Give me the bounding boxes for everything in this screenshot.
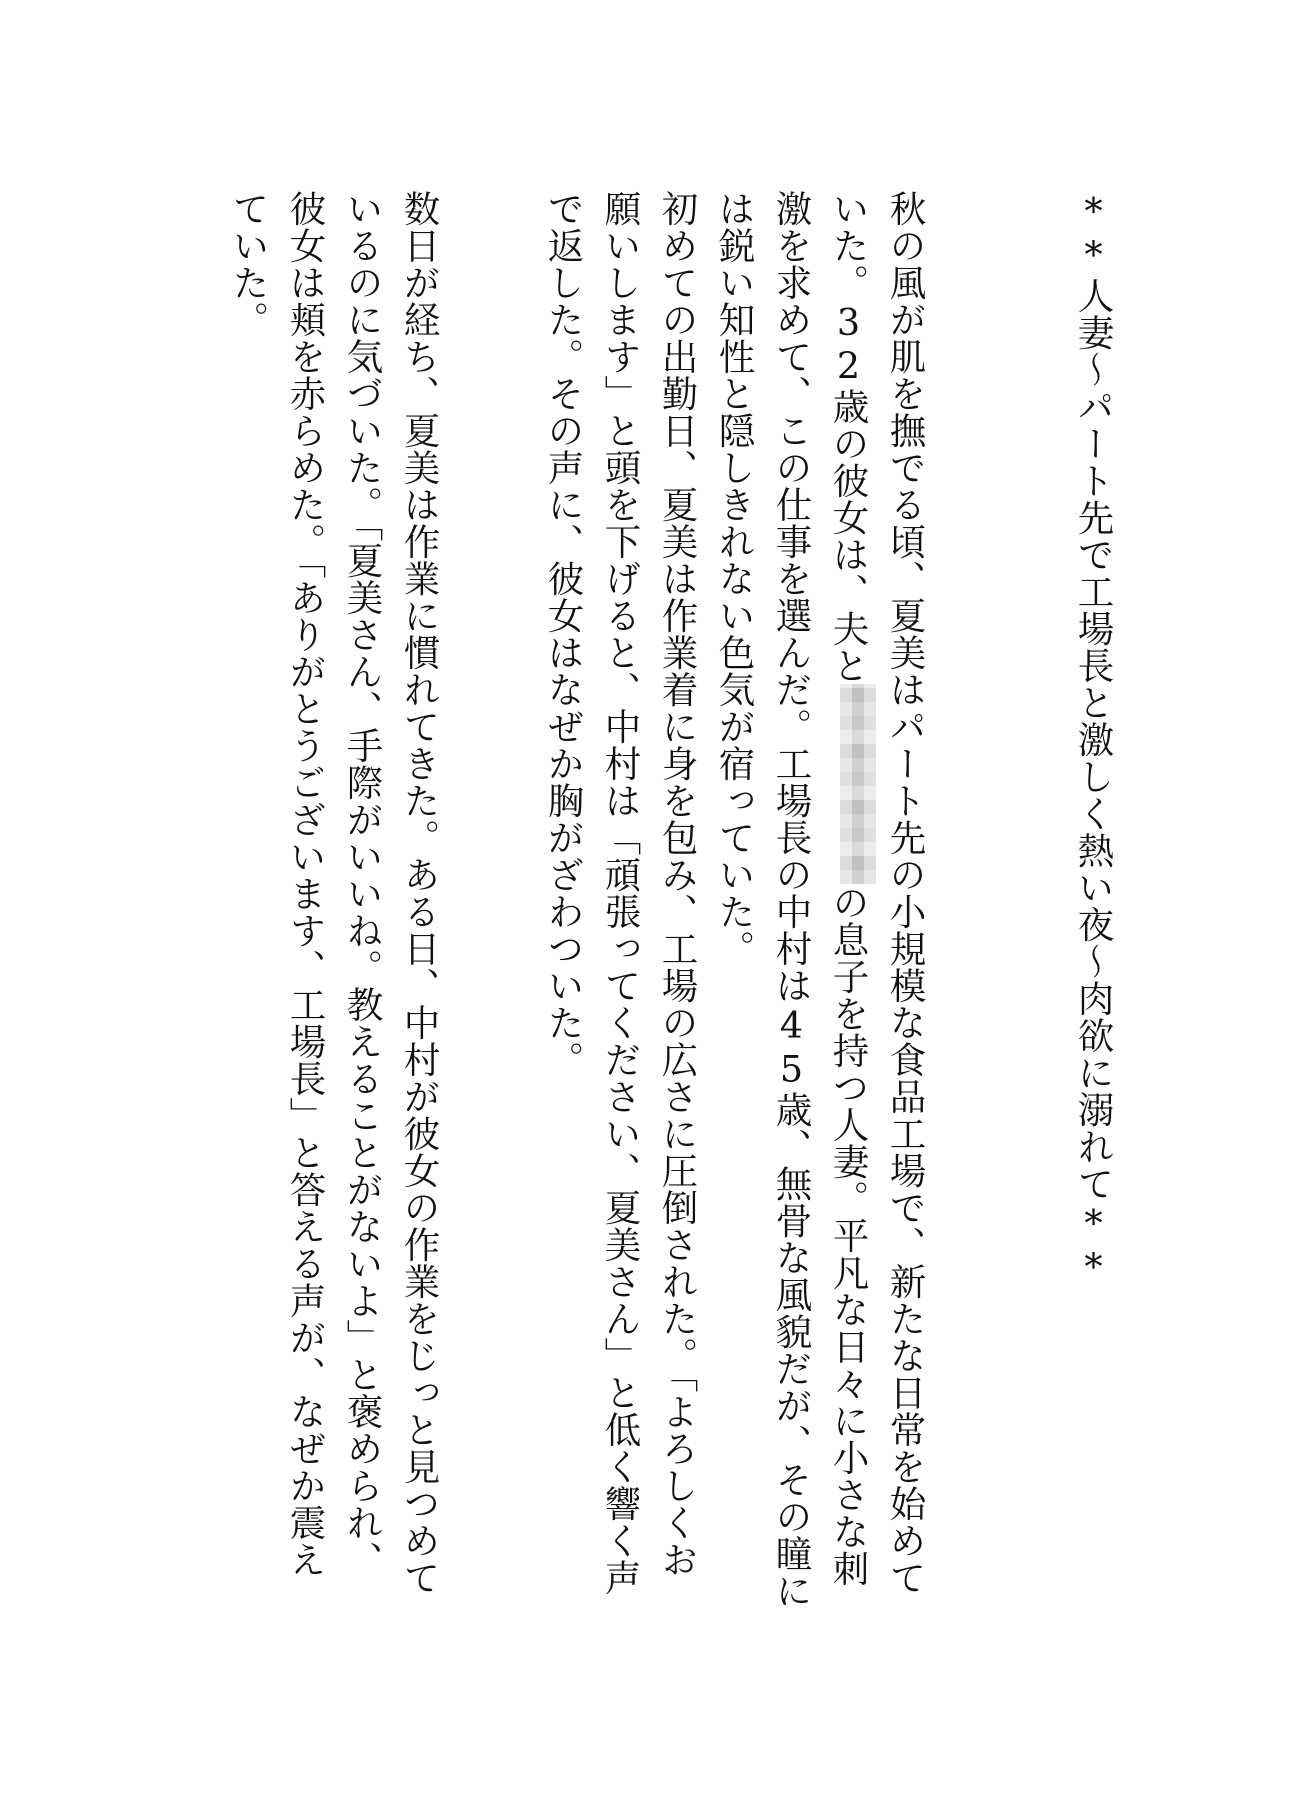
paragraph-2: 初めての出勤日、夏美は作業着に身を包み、工場の広さに圧倒された。「よろしくお願いします」と頭を下げると、中村は「頑張ってください、夏美さん」と低く響く声で返した。その声に、彼女はなぜか胸がざわついた。 <box>542 190 699 1596</box>
paragraph-1 <box>712 190 934 1610</box>
paragraph-3: 数日が経ち、夏美は作業に慣れてきた。ある日、中村が彼女の作業をじっと見つめているのに気づいた。「夏美さん、手際がいいね。教えることがないよ」と褒められ、彼女は頬を赤らめた。「ありがとうございます、工場長」と答える声が、なぜか震えていた。 <box>227 190 441 1596</box>
paragraph-1-text-start: 秋の風が肌を撫でる頃、夏美はパート先の小規模な食品工場で、新たな日常を始めていた。32歳の彼女は、夫と <box>827 190 927 1596</box>
document-title: **人妻〜パート先で工場長と激しく熱い夜〜肉欲に溺れて** <box>1072 190 1115 1289</box>
paragraph-1-text-end: の息子を持つ人妻。平凡な日々に小さな刺激を求めて、この仕事を選んだ。工場長の中村は45歳、無骨な風貌だが、その瞳には鋭い知性と隠しきれない色気が宿っていた。 <box>713 190 870 1609</box>
mosaic-censor-block <box>840 684 876 884</box>
